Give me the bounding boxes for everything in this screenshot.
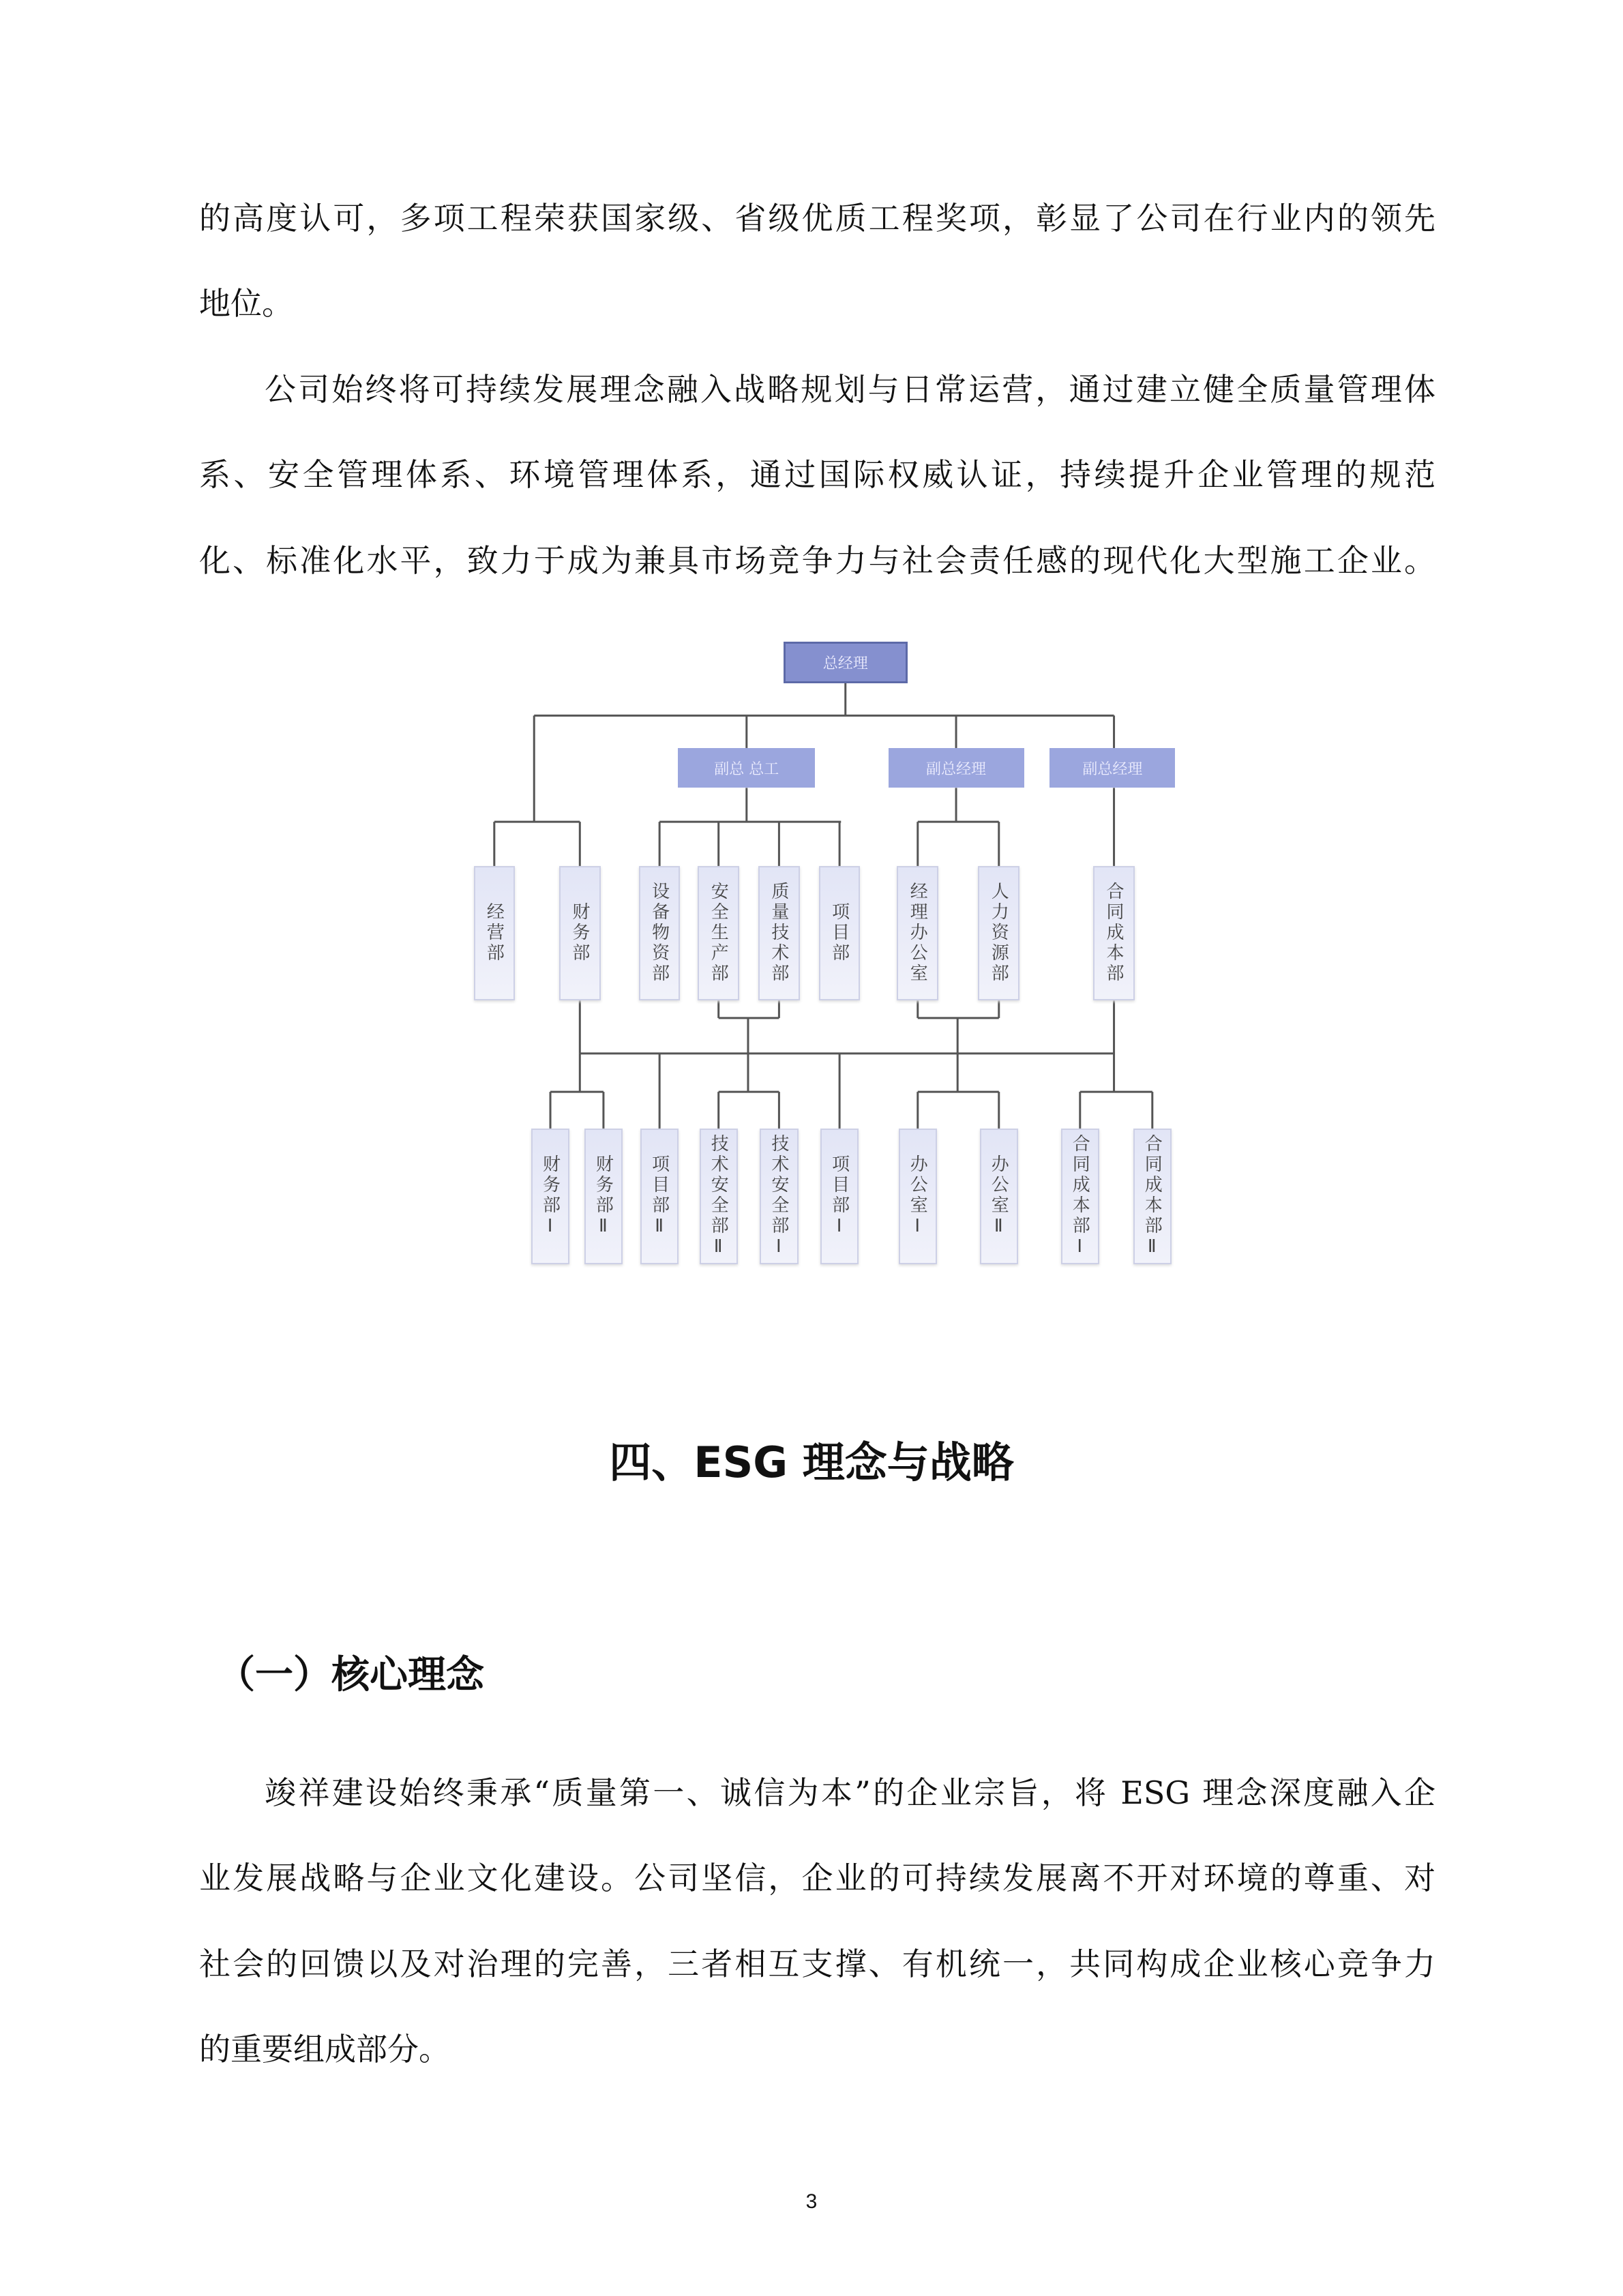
org-node-general-manager: 总经理 [784,642,908,683]
org-node-department: 合同成本部 [1093,866,1135,1000]
paragraph-2-line-2: 系、安全管理体系、环境管理体系，通过国际权威认证，持续提升企业管理的规范 [199,456,1435,493]
org-node-department: 经营部 [474,866,516,1000]
org-node-department: 财务部 [559,866,601,1000]
paragraph-3-line-1: 竣祥建设始终秉承“质量第一、诚信为本”的企业宗旨，将 ESG 理念深度融入企 [265,1774,1435,1811]
org-node-sub-department: 项目部Ⅱ [640,1129,679,1264]
section-heading: 四、ESG 理念与战略 [609,1437,1014,1487]
org-node-sub-department: 财务部Ⅰ [531,1129,569,1264]
org-node-sub-department: 财务部Ⅱ [584,1129,623,1264]
paragraph-2-line-3: 化、标准化水平，致力于成为兼具市场竞争力与社会责任感的现代化大型施工企业。 [199,542,1435,579]
paragraph-2-line-1: 公司始终将可持续发展理念融入战略规划与日常运营，通过建立健全质量管理体 [265,371,1435,408]
org-node-sub-department: 技术安全部Ⅰ [760,1129,798,1264]
paragraph-3-line-4: 的重要组成部分。 [199,2031,450,2068]
paragraph-3-line-2: 业发展战略与企业文化建设。公司坚信，企业的可持续发展离不开对环境的尊重、对 [199,1860,1435,1896]
org-node-sub-department: 办公室Ⅰ [899,1129,937,1264]
org-node-deputy: 副总 总工 [678,748,815,788]
org-node-sub-department: 技术安全部Ⅱ [700,1129,738,1264]
org-node-sub-department: 办公室Ⅱ [980,1129,1018,1264]
org-node-sub-department: 项目部Ⅰ [820,1129,859,1264]
org-node-department: 人力资源部 [978,866,1019,1000]
org-node-deputy: 副总经理 [889,748,1024,788]
org-node-department: 经理办公室 [897,866,938,1000]
subsection-heading: （一）核心理念 [217,1653,484,1697]
paragraph-1-line-2: 地位。 [199,285,293,322]
org-node-deputy: 副总经理 [1049,748,1175,788]
org-node-department: 质量技术部 [758,866,800,1000]
org-node-sub-department: 合同成本部Ⅰ [1061,1129,1099,1264]
page-number: 3 [805,2190,818,2213]
org-node-department: 设备物资部 [639,866,681,1000]
org-node-sub-department: 合同成本部Ⅱ [1133,1129,1172,1264]
paragraph-3-line-3: 社会的回馈以及对治理的完善，三者相互支撑、有机统一，共同构成企业核心竞争力 [199,1945,1435,1982]
paragraph-1-line-1: 的高度认可，多项工程荣获国家级、省级优质工程奖项，彰显了公司在行业内的领先 [199,200,1435,237]
org-node-department: 项目部 [819,866,861,1000]
org-node-department: 安全生产部 [698,866,739,1000]
